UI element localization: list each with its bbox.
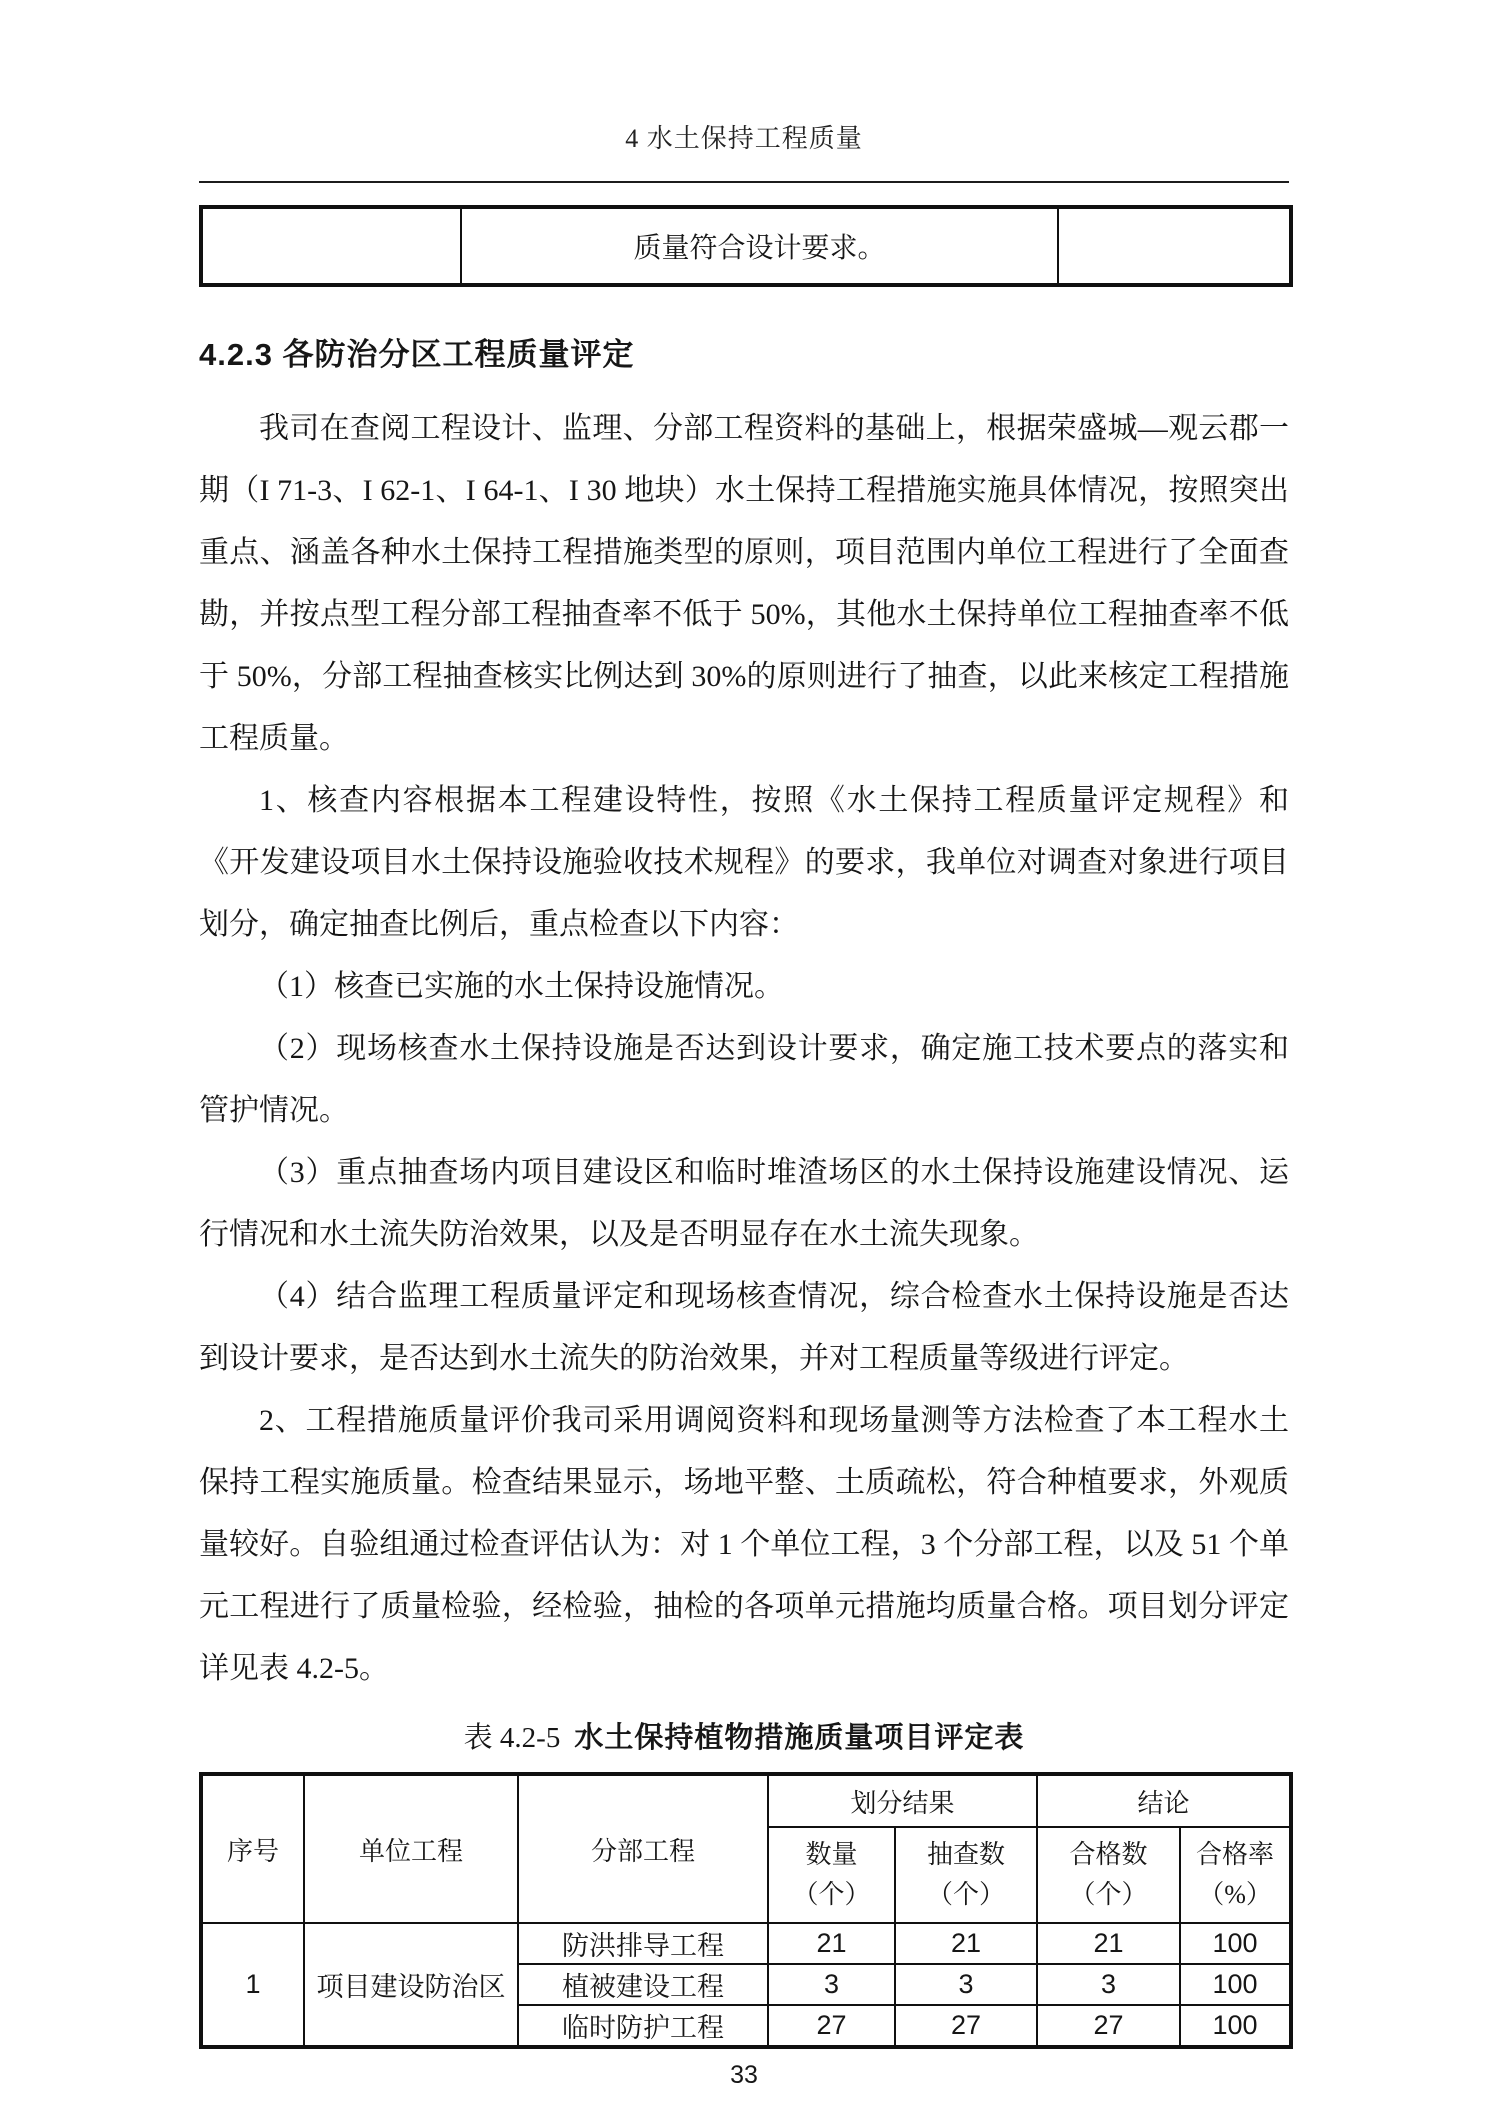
cell-division: 临时防护工程 bbox=[518, 2005, 768, 2047]
list-item-1: （1）核查已实施的水土保持设施情况。 bbox=[259, 970, 784, 1003]
list-item-4: （4）结合监理工程质量评定和现场核查情况，综合检查水土保持设施是否达到设计要求，是否达到水土流失的防治效果，并对工程质量等级进行评定。 bbox=[199, 1280, 1289, 1375]
cell-qualified: 3 bbox=[1037, 1964, 1180, 2005]
cell-sampled: 3 bbox=[895, 1964, 1037, 2005]
cell-quantity: 21 bbox=[768, 1923, 895, 1964]
cell-qualified: 27 bbox=[1037, 2005, 1180, 2047]
continued-table-right-cell bbox=[1058, 207, 1291, 285]
body-paragraph-3: 2、工程措施质量评价我司采用调阅资料和现场量测等方法检查了本工程水土保持工程实施质量。检查结果显示，场地平整、土质疏松，符合种植要求，外观质量较好。自验组通过检查评估认为：对 1 个单位工程，3 个分部工程，以及 51 个单元工程进行了质量检验，经检验，抽检的各项单元措施均质量合格。项目划分评定详见表 4.2-5。 bbox=[199, 1404, 1289, 1685]
cell-division: 防洪排导工程 bbox=[518, 1923, 768, 1964]
cell-quantity: 3 bbox=[768, 1964, 895, 2005]
cell-unit-project: 项目建设防治区 bbox=[304, 1923, 518, 2047]
continued-table-middle-cell: 质量符合设计要求。 bbox=[461, 207, 1058, 285]
header-quantity bbox=[768, 1827, 895, 1923]
table-caption-label: 表 4.2-5 bbox=[463, 1722, 561, 1754]
header-sampled-unit: （个） bbox=[927, 1880, 1006, 1909]
header-rate bbox=[1180, 1827, 1291, 1923]
table-caption-title: 水土保持植物措施质量项目评定表 bbox=[574, 1722, 1025, 1754]
header-quantity-unit: （个） bbox=[792, 1880, 871, 1909]
cell-rate: 100 bbox=[1180, 1923, 1291, 1964]
header-qualified-label: 合格数 bbox=[1069, 1840, 1148, 1869]
header-sampled bbox=[895, 1827, 1037, 1923]
running-header-title: 4 水土保持工程质量 bbox=[625, 124, 863, 153]
body-paragraph-2: 1、核查内容根据本工程建设特性，按照《水土保持工程质量评定规程》和《开发建设项目水土保持设施验收技术规程》的要求，我单位对调查对象进行项目划分，确定抽查比例后，重点检查以下内容： bbox=[199, 784, 1289, 941]
page-content bbox=[199, 0, 1289, 2090]
continued-table-left-cell bbox=[201, 207, 461, 285]
header-group-division-result: 划分结果 bbox=[768, 1774, 1037, 1827]
body-paragraph-1: 我司在查阅工程设计、监理、分部工程资料的基础上，根据荣盛城—观云郡一期（I 71-3、I 62-1、I 64-1、I 30 地块）水土保持工程措施实施具体情况，按照突出重点、涵盖各种水土保持工程措施类型的原则，项目范围内单位工程进行了全面查勘，并按点型工程分部工程抽查率不低于 50%，其他水土保持单位工程抽查率不低于 50%，分部工程抽查核实比例达到 30%的原则进行了抽查，以此来核定工程措施工程质量。 bbox=[199, 412, 1289, 755]
header-qualified-unit: （个） bbox=[1069, 1880, 1148, 1909]
quality-evaluation-table bbox=[199, 1772, 1293, 2049]
cell-sampled: 27 bbox=[895, 2005, 1037, 2047]
section-heading: 4.2.3 各防治分区工程质量评定 bbox=[199, 337, 635, 372]
header-sampled-label: 抽查数 bbox=[927, 1840, 1006, 1869]
header-rate-label: 合格率 bbox=[1196, 1840, 1275, 1869]
list-item-2: （2）现场核查水土保持设施是否达到设计要求，确定施工技术要点的落实和管护情况。 bbox=[199, 1032, 1289, 1127]
header-unit-project: 单位工程 bbox=[304, 1774, 518, 1923]
cell-seq: 1 bbox=[201, 1923, 304, 2047]
table-row bbox=[201, 207, 1291, 285]
cell-division: 植被建设工程 bbox=[518, 1964, 768, 2005]
table-row bbox=[201, 1923, 1291, 1964]
cell-quantity: 27 bbox=[768, 2005, 895, 2047]
cell-rate: 100 bbox=[1180, 1964, 1291, 2005]
header-division-project: 分部工程 bbox=[518, 1774, 768, 1923]
body-text bbox=[199, 398, 1289, 1700]
continued-table bbox=[199, 205, 1293, 287]
page-number: 33 bbox=[730, 2061, 758, 2089]
cell-sampled: 21 bbox=[895, 1923, 1037, 1964]
header-rule bbox=[199, 181, 1289, 183]
header-rate-unit: （%） bbox=[1198, 1880, 1272, 1909]
header-quantity-label: 数量 bbox=[805, 1840, 858, 1869]
header-group-conclusion: 结论 bbox=[1037, 1774, 1291, 1827]
table-header-group-row bbox=[201, 1774, 1291, 1827]
header-seq: 序号 bbox=[201, 1774, 304, 1923]
cell-qualified: 21 bbox=[1037, 1923, 1180, 1964]
list-item-3: （3）重点抽查场内项目建设区和临时堆渣场区的水土保持设施建设情况、运行情况和水土流失防治效果，以及是否明显存在水土流失现象。 bbox=[199, 1156, 1289, 1251]
cell-rate: 100 bbox=[1180, 2005, 1291, 2047]
table-caption bbox=[199, 1716, 1289, 1760]
header-qualified bbox=[1037, 1827, 1180, 1923]
